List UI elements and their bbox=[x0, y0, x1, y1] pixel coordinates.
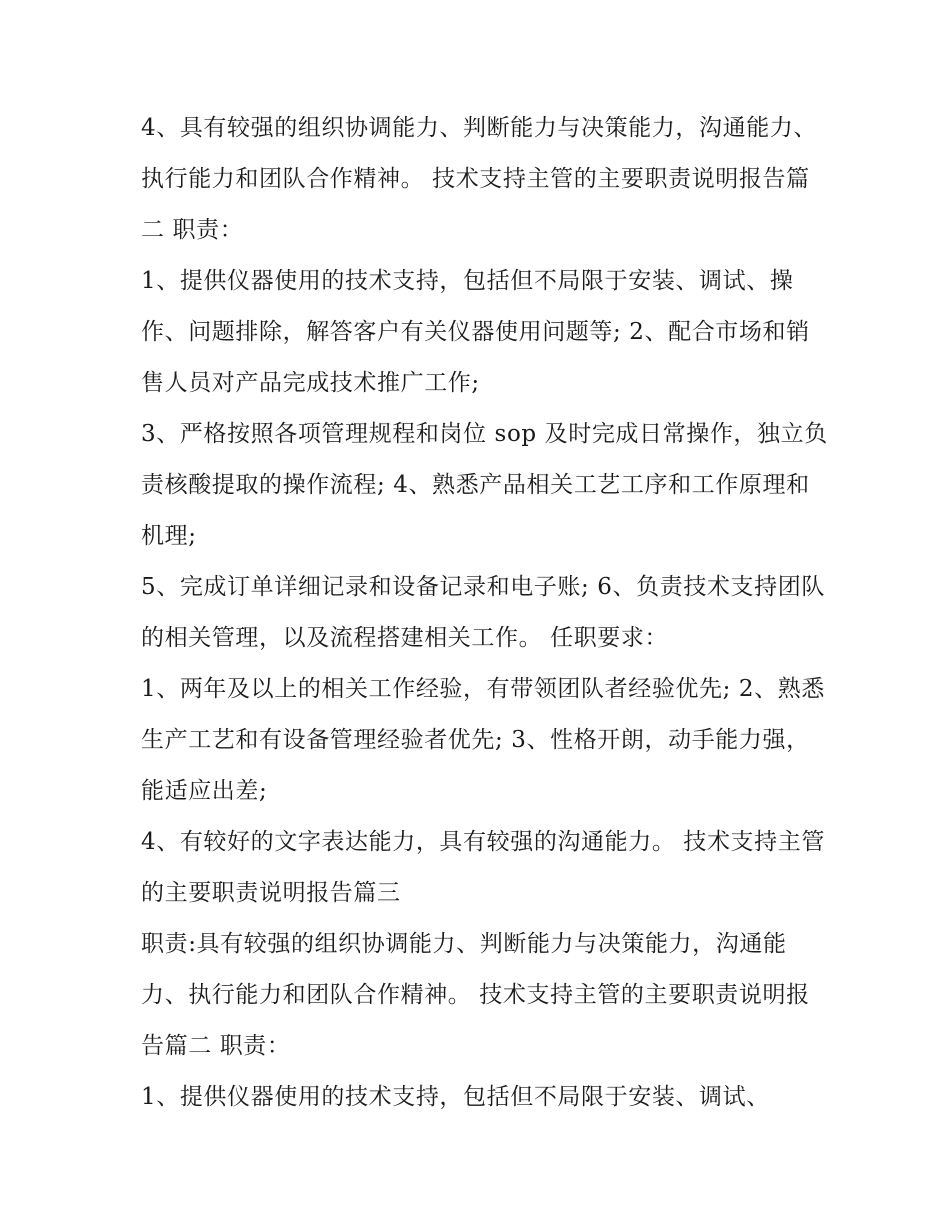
paragraph-4: 5、完成订单详细记录和设备记录和电子账; 6、负责技术支持团队的相关管理，以及流程搭建相关工作。 任职要求： bbox=[141, 574, 825, 651]
paragraph-1: 4、具有较强的组织协调能力、判断能力与决策能力，沟通能力、执行能力和团队合作精神。 技术支持主管的主要职责说明报告篇二 职责： bbox=[141, 115, 818, 243]
paragraph-5: 1、两年及以上的相关工作经验，有带领团队者经验优先; 2、熟悉生产工艺和有设备管理经验者优先; 3、性格开朗，动手能力强，能适应出差; bbox=[141, 676, 825, 804]
paragraph-7: 职责:具有较强的组织协调能力、判断能力与决策能力，沟通能力、执行能力和团队合作精神。 技术支持主管的主要职责说明报告篇二 职责： bbox=[141, 931, 810, 1059]
paragraph-6: 4、有较好的文字表达能力，具有较强的沟通能力。 技术支持主管的主要职责说明报告篇三 bbox=[141, 829, 825, 906]
document-body bbox=[141, 103, 831, 1123]
paragraph-3: 3、严格按照各项管理规程和岗位 sop 及时完成日常操作，独立负责核酸提取的操作流程; 4、熟悉产品相关工艺工序和工作原理和机理; bbox=[141, 421, 828, 549]
paragraph-8: 1、提供仪器使用的技术支持，包括但不局限于安装、调试、 bbox=[141, 1084, 770, 1110]
paragraph-2: 1、提供仪器使用的技术支持，包括但不局限于安装、调试、操作、问题排除，解答客户有关仪器使用问题等; 2、配合市场和销售人员对产品完成技术推广工作; bbox=[141, 268, 810, 396]
